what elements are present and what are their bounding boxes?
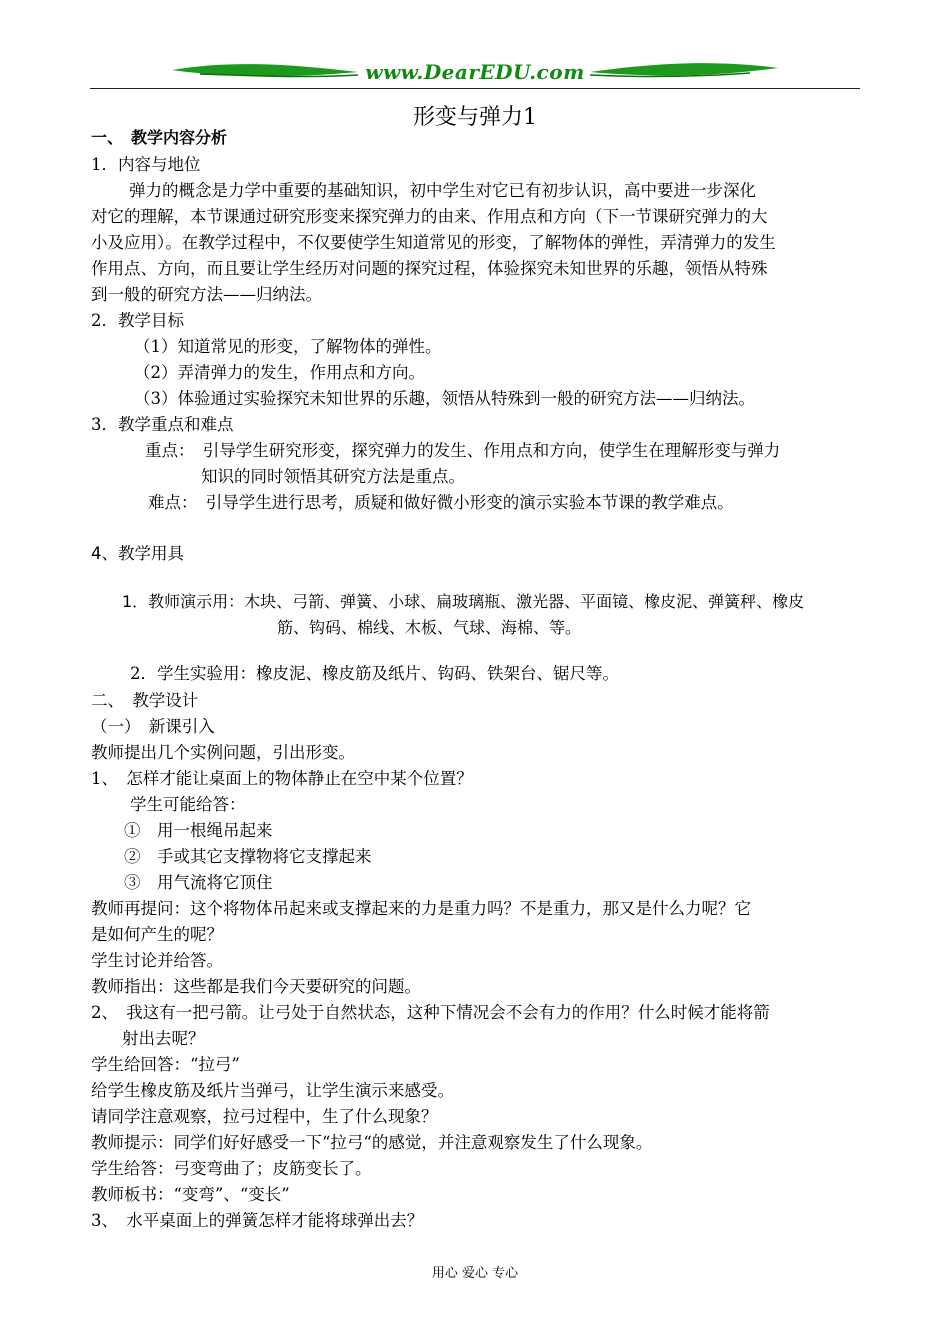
subsection-heading: 1．内容与地位 [91,155,201,174]
page-footer: 用心 爱心 专心 [431,1266,519,1281]
key-point-line: 知识的同时领悟其研究方法是重点。 [201,467,465,486]
paragraph-line: 弹力的概念是力学中重要的基础知识，初中学生对它已有初步认识，高中要进一步深化 [129,181,756,200]
list-item: （3）体验通过实验探究未知世界的乐趣，领悟从特殊到一般的研究方法——归纳法。 [134,389,755,408]
list-item: （2）弄清弹力的发生，作用点和方向。 [134,363,425,382]
list-item: （1）知道常见的形变，了解物体的弹性。 [134,337,442,356]
section-heading: 4、教学用具 [91,544,184,563]
question-line: 2、 我这有一把弓箭。让弓处于自然状态，这种下情况会不会有力的作用？什么时候才能将箭 [91,1003,770,1022]
paragraph-line: 学生讨论并给答。 [91,951,223,970]
paragraph-line: 到一般的研究方法——归纳法。 [91,285,322,304]
paragraph-line: 给学生橡皮筋及纸片当弹弓，让学生演示来感受。 [91,1081,454,1100]
question-line: 3、 水平桌面上的弹簧怎样才能将球弹出去？ [91,1211,424,1230]
key-point-line: 重点： 引导学生研究形变，探究弹力的发生、作用点和方向，使学生在理解形变与弹力 [145,441,781,460]
list-item: ③ 用气流将它顶住 [124,873,273,892]
paragraph-line: 教师板书：“变弯”、“变长” [91,1185,290,1204]
paragraph-line: 是如何产生的呢？ [91,925,223,944]
site-logo: www.DearEDU.com [365,60,585,84]
paragraph-line: 教师指出：这些都是我们今天要研究的问题。 [91,977,421,996]
question-line: 射出去呢？ [122,1029,205,1048]
paragraph-line: 小及应用）。在教学过程中，不仅要使学生知道常见的形变，了解物体的弹性，弄清弹力的发生 [91,233,776,252]
question-line: 1、 怎样才能让桌面上的物体静止在空中某个位置？ [91,769,473,788]
subsection-heading: 2．教学目标 [91,311,184,330]
paragraph-line: 学生可能给答： [130,795,246,814]
site-header-logo [90,56,860,90]
list-item: ① 用一根绳吊起来 [124,821,273,840]
difficulty-line: 难点： 引导学生进行思考，质疑和做好微小形变的演示实验本节课的教学难点。 [148,493,734,512]
paragraph-line: 学生给回答：“拉弓” [91,1055,240,1074]
paragraph-line: 请同学注意观察，拉弓过程中，生了什么现象？ [91,1107,438,1126]
subsection-heading: 3．教学重点和难点 [91,415,234,434]
list-item: ② 手或其它支撑物将它支撑起来 [124,847,372,866]
paragraph-line: 学生给答：弓变弯曲了；皮筋变长了。 [91,1159,372,1178]
section-heading: 二、 教学设计 [91,691,199,710]
teacher-equipment-line: 1．教师演示用：木块、弓箭、弹簧、小球、扁玻璃瓶、激光器、平面镜、橡皮泥、弹簧秤、橡皮 [122,592,805,611]
paragraph-line: 作用点、方向，而且要让学生经历对问题的探究过程，体验探究未知世界的乐趣，领悟从特殊 [91,259,768,278]
paragraph-line: 教师提示：同学们好好感受一下“拉弓“的感觉，并注意观察发生了什么现象。 [91,1133,653,1152]
document-title: 形变与弹力1 [413,105,537,130]
header-divider [90,88,860,89]
paragraph-line: 对它的理解，本节课通过研究形变来探究弹力的由来、作用点和方向（下一节课研究弹力的大 [91,207,768,226]
subsection-heading: （一） 新课引入 [91,717,215,736]
section-heading: 一、 教学内容分析 [91,128,228,147]
teacher-equipment-line: 筋、钩码、棉线、木板、气球、海棉、等。 [277,618,582,637]
paragraph-line: 教师提出几个实例问题，引出形变。 [91,743,355,762]
paragraph-line: 教师再提问：这个将物体吊起来或支撑起来的力是重力吗？不是重力，那又是什么力呢？它 [91,899,751,918]
student-equipment-line: 2．学生实验用：橡皮泥、橡皮筋及纸片、钩码、铁架台、锯尺等。 [130,664,619,683]
